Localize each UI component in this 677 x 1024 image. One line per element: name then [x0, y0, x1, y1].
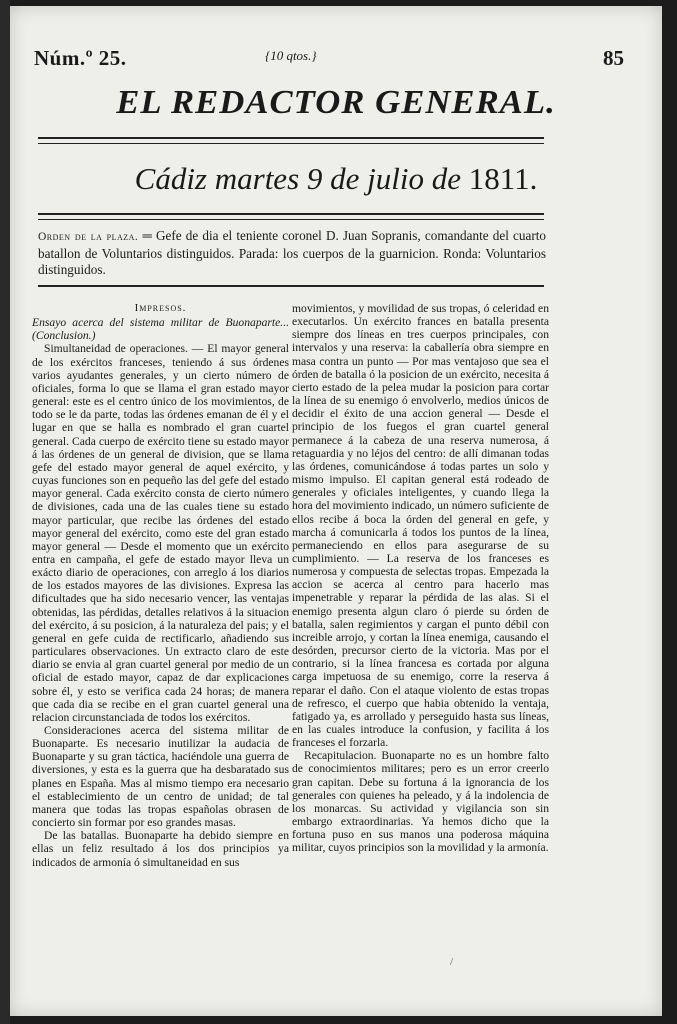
- dateline-text: Cádiz martes 9 de julio de: [134, 161, 461, 196]
- notice-text: ═ Gefe de dia el teniente coronel D. Juan Sopranis, comandante del cuarto batallon de Voluntarios distinguidos. Parada: los cuerpos de la guarnicion. Ronda: Voluntarios distinguidos.: [38, 228, 546, 277]
- rule-top: [38, 137, 544, 144]
- article-paragraph: Consideraciones acerca del sistema militar de Buonaparte. Es necesario inutilizar la audacia de Buonaparte y su gran táctica, haciéndole una guerra de diversiones, y esta es la guerra que ha desbaratado sus planes en España. Mas al mismo tiempo era necesario el establecimiento de un centro de unidad; de tal manera que todas las tropas españolas obrasen de concierto sin formar por eso grandes masas.: [32, 724, 289, 830]
- issue-number: Núm.º 25.: [34, 46, 127, 70]
- notice-label: Orden de la plaza.: [38, 231, 139, 243]
- issue-price: {10 qtos.}: [265, 48, 317, 63]
- page-number: 85: [603, 46, 624, 70]
- rule-middle: [38, 213, 544, 220]
- article-paragraph: De las batallas. Buonaparte ha debido siempre en ellas un feliz resultado á los dos principios ya indicados de armonía ó simultaneidad en sus: [32, 829, 289, 869]
- rule-bottom: [38, 285, 544, 287]
- column-right: [292, 302, 549, 855]
- column-left: [32, 302, 289, 869]
- scan-left-edge: [0, 0, 10, 1024]
- article-paragraph: Simultaneidad de operaciones. — El mayor general de los exércitos franceses, teniendo á sus órdenes varios ayudantes generales, y un cierto número de oficiales, forma lo que se llama el gran estado mayor general: este es el centro único de los movimientos, de todo se le da parte, todas las órdenes emanan de él y el lugar en que se halla es nombrado el gran cuartel general. Cada cuerpo de exército tiene su estado mayor á las órdenes de un general de division, que se llama gefe del estado mayor general de aquel exército, y cuyas funciones son en pequeño las del gefe del estado mayor general. Cada exército consta de cierto número de divisiones, cada una de las cuales tiene su estado mayor particular, que recibe las órdenes del estado mayor general del exército, como este del gran estado mayor general — Desde el momento que un exército entra en campaña, el gefe de estado mayor lleva un exácto diario de operaciones, con arreglo á los diarios de los estados mayores de las divisiones. Expresa las dificultades que ha sido necesario vencer, las ventajas obtenidas, las pérdidas, detalles relativos á la situacion del exército, á su posicion, á la naturaleza del pais; y el general en gefe cuida de rectificarlo, añadiendo sus particulares observaciones. Un extracto claro de este diario se envia al gran cuartel general por medio de un oficial de estado mayor, capaz de dar explicaciones sobre él, y esto se verifica cada 24 horas; de manera que cada dia se recibe en el gran cuartel general una relacion circunstanciada de todos los exércitos.: [32, 342, 289, 724]
- article-title: Ensayo acerca del sistema militar de Buonaparte... (Conclusion.): [32, 316, 289, 343]
- plaza-notice: [38, 228, 546, 279]
- footer-mark: /: [450, 956, 454, 968]
- article-paragraph: Recapitulacion. Buonaparte no es un hombre falto de conocimientos militares; pero es un error creerlo gran capitan. Debe su fortuna á la ignorancia de los generales con quienes ha peleado, y á la indolencia de los monarcas. Su actividad y vigilancia son sin embargo extraordinarias. Ya hemos dicho que la fortuna puso en sus manos una poderosa máquina militar, cuyos principios son la movilidad y la armonía.: [292, 749, 549, 855]
- masthead-title: EL REDACTOR GENERAL.: [116, 84, 556, 121]
- dateline-year: 1811.: [468, 161, 538, 196]
- article-paragraph: movimientos, y movilidad de sus tropas, ó celeridad en executarlos. Un exército frances en batalla presenta siempre dos líneas en tres cuerpos principales, con intervalos y una reserva: la caballería obra siempre en masa contra un punto — Por mas ventajoso que sea el órden de batalla ó la posicion de un exército, necesita á cierto estado de la pelea mudar la posicion para cortar la línea de su enemigo ó envolverlo, medios únicos de decidir el éxito de una accion general — Desde el principio de los fuegos el gran cuartel general permanece á la cabeza de una reserva numerosa, á retaguardia y no léjos del centro: de allí dimanan todas las órdenes, comunicándose á todas partes un solo y mismo impulso. El capitan general está rodeado de generales y oficiales inteligentes, y cuando llega la hora del movimiento indicado, un número suficiente de ellos recibe á boca la órden del general en gefe, y marcha á comunicarla á todos los puntos de la línea, permaneciendo en ellos para asegurarse de su cumplimiento. — La reserva de los franceses es numerosa y compuesta de selectas tropas. Empezada la accion se acerca al centro para hacerlo mas impenetrable y reparar la pérdida de las alas. Si el enemigo presenta algun claro ó pierde su órden de batalla, salen regimientos y cargan el punto débil con increible arrojo, y cortan la línea enemiga, causando el desórden, precursor cierto de la victoria. Mas por el contrario, si la línea francesa es cortada por alguna carga impetuosa de su enemigo, corre la reserva á reparar el daño. Con el ataque violento de estas tropas de refresco, el cuerpo que habia obtenido la ventaja, fatigado ya, es arrollado y perseguido hasta sus líneas, en las cuales introduce la confusion, y facilita á los franceses el forzarla.: [292, 302, 549, 750]
- newspaper-page: [10, 6, 662, 1016]
- section-heading: Impresos.: [134, 302, 187, 314]
- dateline: [10, 161, 662, 197]
